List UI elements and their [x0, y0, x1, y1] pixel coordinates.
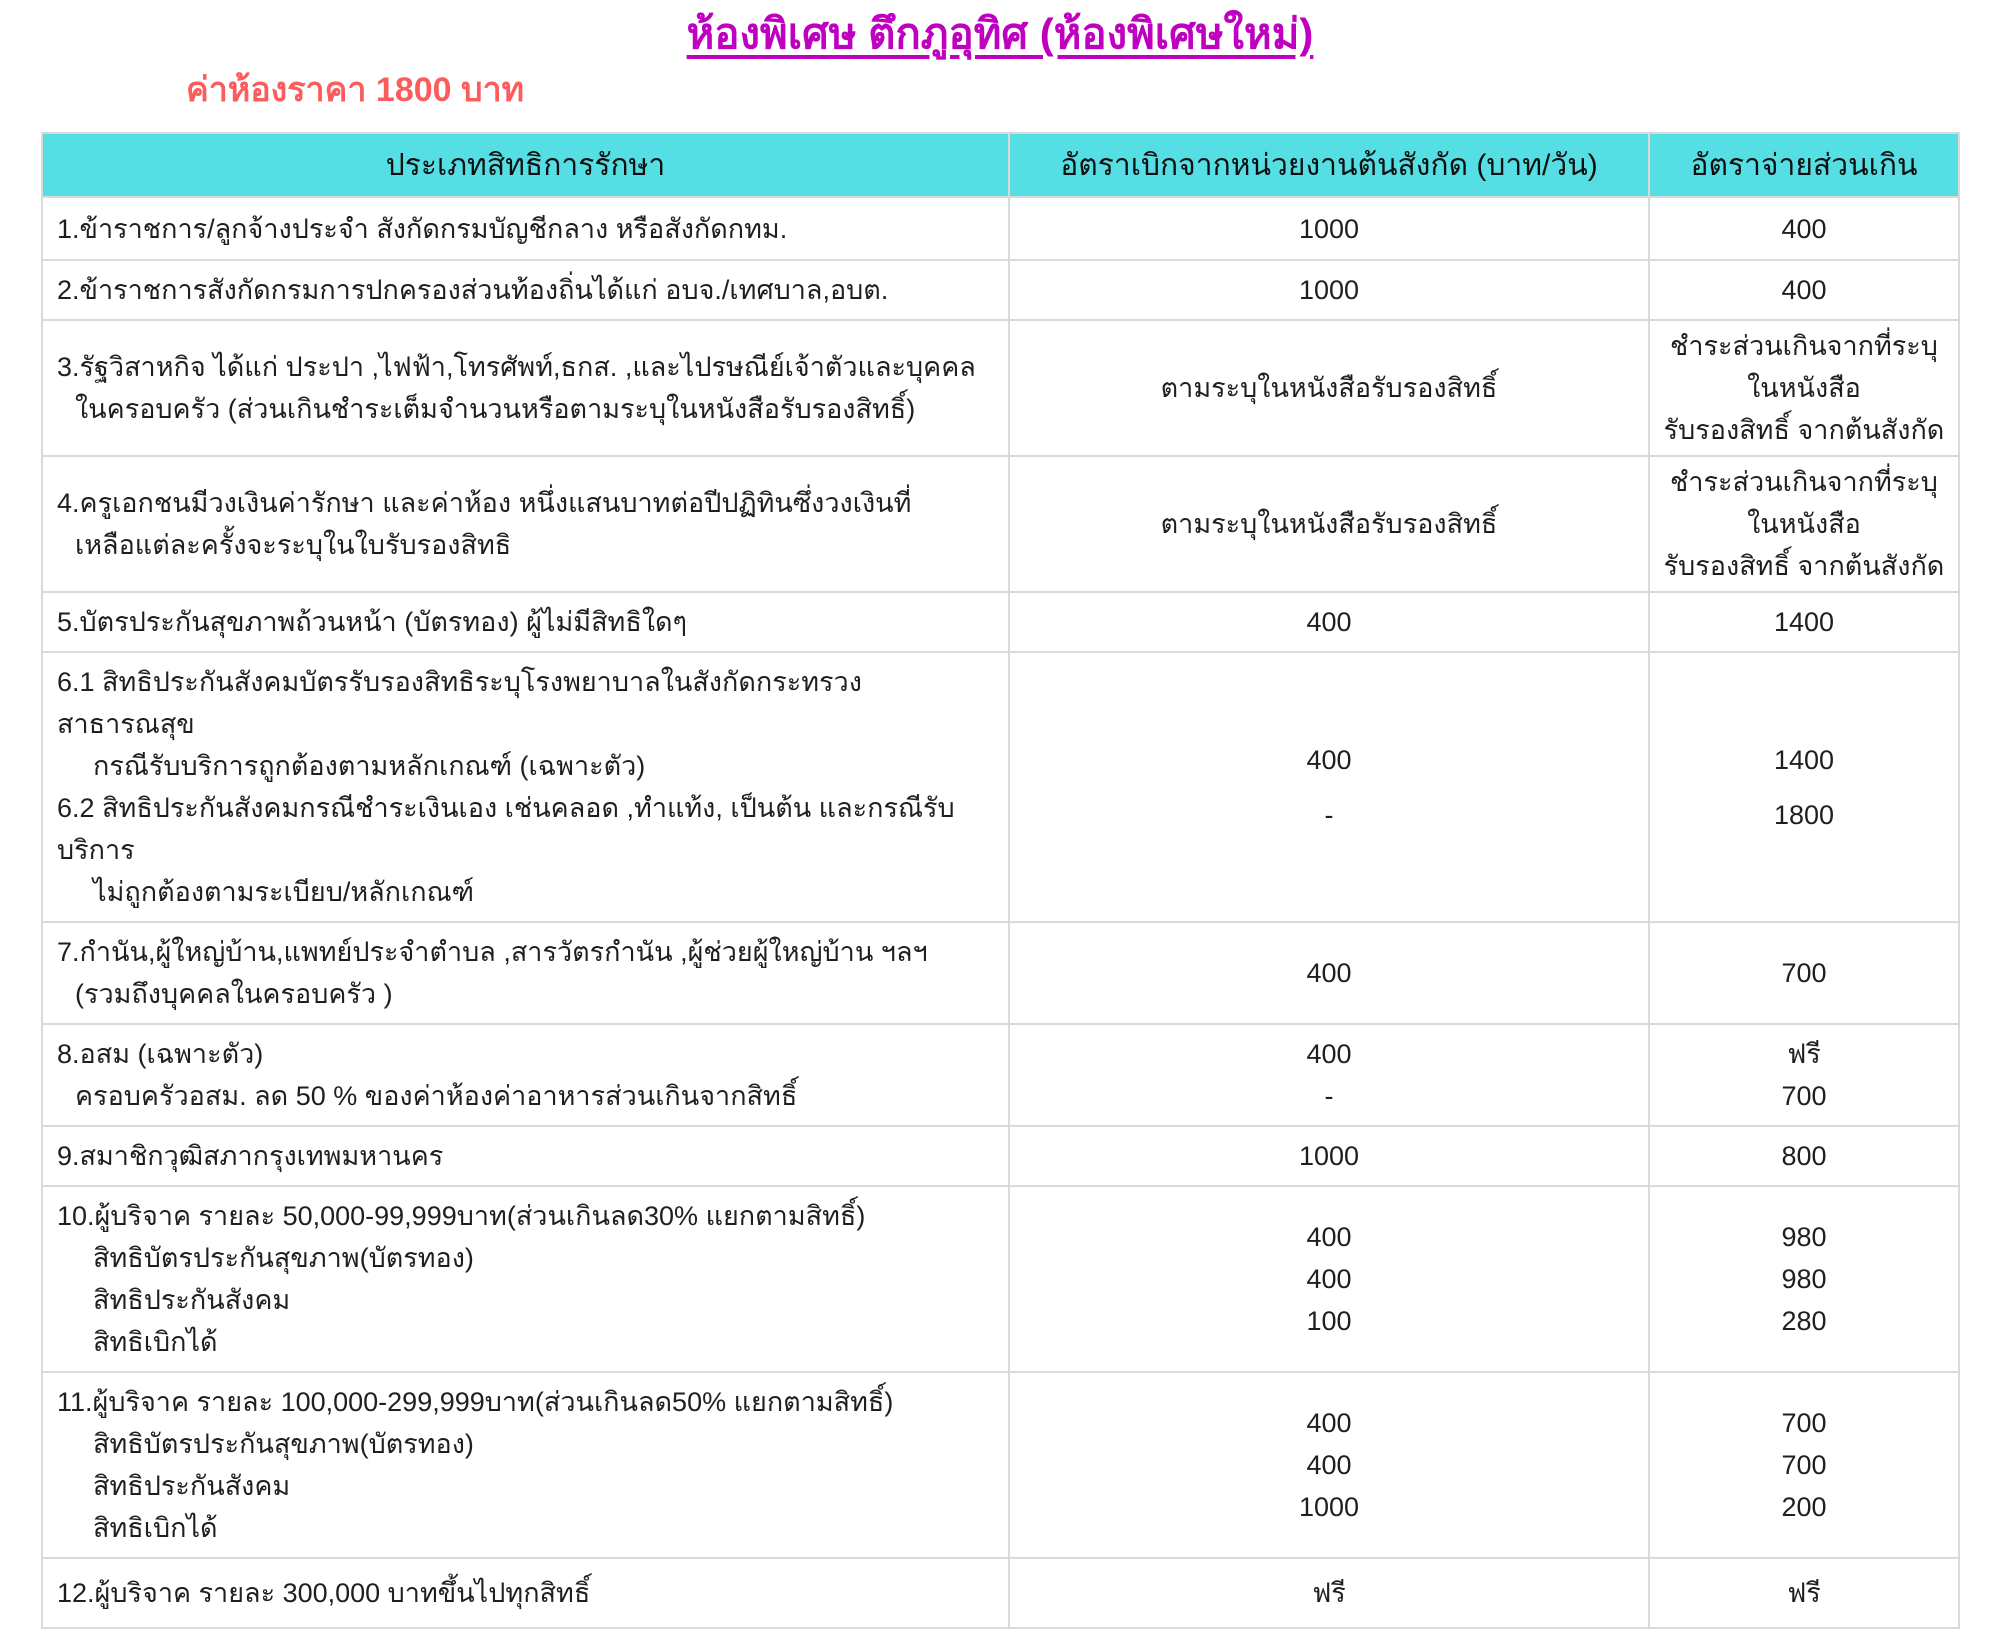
value-line: -	[1324, 799, 1334, 830]
right-type-cell	[42, 320, 1009, 456]
right-type-cell	[42, 1186, 1009, 1372]
table-row	[42, 1372, 1959, 1558]
right-type-cell	[42, 592, 1009, 652]
excess-rate-cell	[1649, 320, 1959, 456]
table-row	[42, 1126, 1959, 1186]
value-line: 1000	[1298, 213, 1360, 244]
right-type-cell	[42, 1558, 1009, 1628]
right-type-cell	[42, 197, 1009, 260]
excess-rate-cell	[1649, 1024, 1959, 1126]
right-type-cell	[42, 922, 1009, 1024]
label-line: 8.อสม (เฉพาะตัว)	[57, 1039, 264, 1069]
value-line: รับรองสิทธิ์ จากต้นสังกัด	[1663, 415, 1945, 445]
label-line: 12.ผู้บริจาค รายละ 300,000 บาทขึ้นไปทุกสิทธิ์	[57, 1578, 591, 1608]
rates-table	[41, 132, 1960, 1629]
value-line: 980	[1781, 1264, 1827, 1294]
label-line: 6.1 สิทธิประกันสังคมบัตรรับรองสิทธิระบุโรงพยาบาลในสังกัดกระทรวงสาธารณสุข	[57, 667, 862, 739]
label-line: (รวมถึงบุคคลในครอบครัว )	[75, 979, 393, 1009]
value-line: ฟรี	[1312, 1578, 1346, 1608]
value-line: ชำระส่วนเกินจากที่ระบุในหนังสือ	[1670, 331, 1938, 403]
value-line: 400	[1306, 607, 1352, 637]
right-type-cell	[42, 652, 1009, 922]
excess-rate-cell	[1649, 1372, 1959, 1558]
claim-rate-cell	[1009, 197, 1649, 260]
label-line: 3.รัฐวิสาหกิจ ได้แก่ ประปา ,ไฟฟ้า,โทรศัพท์,ธกส. ,และไปรษณีย์เจ้าตัวและบุคคล	[57, 352, 976, 382]
value-line: ฟรี	[1787, 1578, 1821, 1608]
label-line: กรณีรับบริการถูกต้องตามหลักเกณฑ์ (เฉพาะตัว)	[93, 751, 646, 781]
table-row	[42, 1186, 1959, 1372]
value-line: 400	[1306, 1450, 1352, 1480]
excess-rate-cell	[1649, 652, 1959, 922]
claim-rate-cell	[1009, 1024, 1649, 1126]
label-line: 6.2 สิทธิประกันสังคมกรณีชำระเงินเอง เช่นคลอด ,ทำแท้ง, เป็นต้น และกรณีรับบริการ	[57, 793, 955, 865]
excess-rate-cell	[1649, 922, 1959, 1024]
value-line: 400	[1306, 1039, 1352, 1069]
value-line: 700	[1781, 1450, 1827, 1480]
label-line: 4.ครูเอกชนมีวงเงินค่ารักษา และค่าห้อง หนึ่งแสนบาทต่อปีปฏิทินซึ่งวงเงินที่	[57, 488, 912, 518]
value-line: 400	[1781, 275, 1827, 305]
table-row	[42, 592, 1959, 652]
table-row	[42, 1558, 1959, 1628]
page-title: ห้องพิเศษ ตึกภูอุทิศ (ห้องพิเศษใหม่)	[686, 10, 1314, 57]
excess-rate-cell	[1649, 1186, 1959, 1372]
value-line: -	[1324, 1081, 1334, 1111]
right-type-cell	[42, 1024, 1009, 1126]
value-line: 400	[1306, 744, 1352, 775]
claim-rate-cell	[1009, 260, 1649, 320]
value-line: 280	[1781, 1306, 1827, 1336]
claim-rate-cell	[1009, 1126, 1649, 1186]
label-line: 10.ผู้บริจาค รายละ 50,000-99,999บาท(ส่วนเกินลด30% แยกตามสิทธิ์)	[57, 1201, 866, 1231]
label-line: สิทธิบัตรประกันสุขภาพ(บัตรทอง)	[93, 1243, 474, 1273]
claim-rate-cell	[1009, 1558, 1649, 1628]
value-line: 700	[1781, 1408, 1827, 1438]
excess-rate-cell	[1649, 1126, 1959, 1186]
value-line: 200	[1781, 1492, 1827, 1522]
value-line: 1800	[1773, 799, 1835, 830]
label-line: 5.บัตรประกันสุขภาพถ้วนหน้า (บัตรทอง) ผู้ไม่มีสิทธิใดๆ	[57, 607, 688, 637]
label-line: เหลือแต่ละครั้งจะระบุในใบรับรองสิทธิ	[75, 530, 512, 560]
claim-rate-cell	[1009, 922, 1649, 1024]
label-line: สิทธิบัตรประกันสุขภาพ(บัตรทอง)	[93, 1429, 474, 1459]
value-line: 1400	[1773, 744, 1835, 775]
label-line: ในครอบครัว (ส่วนเกินชำระเต็มจำนวนหรือตามระบุในหนังสือรับรองสิทธิ์)	[75, 394, 916, 424]
col-header-excess-rate: อัตราจ่ายส่วนเกิน	[1649, 133, 1959, 197]
excess-rate-cell	[1649, 197, 1959, 260]
label-line: สิทธิเบิกได้	[93, 1513, 218, 1543]
label-line: 7.กำนัน,ผู้ใหญ่บ้าน,แพทย์ประจำตำบล ,สารวัตรกำนัน ,ผู้ช่วยผู้ใหญ่บ้าน ฯลฯ	[57, 937, 928, 967]
value-line: 1000	[1298, 1492, 1360, 1522]
label-line: 9.สมาชิกวุฒิสภากรุงเทพมหานคร	[57, 1141, 444, 1171]
label-line: 11.ผู้บริจาค รายละ 100,000-299,999บาท(ส่วนเกินลด50% แยกตามสิทธิ์)	[57, 1387, 894, 1417]
right-type-cell	[42, 456, 1009, 592]
value-line: ฟรี	[1787, 1039, 1821, 1069]
value-line: 1000	[1298, 275, 1360, 305]
table-body	[42, 197, 1959, 1628]
value-line: 700	[1781, 958, 1827, 988]
col-header-claim-rate: อัตราเบิกจากหน่วยงานต้นสังกัด (บาท/วัน)	[1009, 133, 1649, 197]
label-line: ครอบครัวอสม. ลด 50 % ของค่าห้องค่าอาหารส่วนเกินจากสิทธิ์	[75, 1081, 798, 1111]
claim-rate-cell	[1009, 1186, 1649, 1372]
value-line: 400	[1306, 1222, 1352, 1252]
label-line: สิทธิเบิกได้	[93, 1327, 218, 1357]
value-line: 100	[1306, 1306, 1352, 1336]
claim-rate-cell	[1009, 320, 1649, 456]
value-line: ตามระบุในหนังสือรับรองสิทธิ์	[1160, 509, 1498, 539]
value-line: 400	[1306, 958, 1352, 988]
table-row	[42, 197, 1959, 260]
table-row	[42, 1024, 1959, 1126]
value-line: 1000	[1298, 1141, 1360, 1171]
value-line: 980	[1781, 1222, 1827, 1252]
label-line: สิทธิประกันสังคม	[93, 1471, 291, 1501]
table-row	[42, 922, 1959, 1024]
excess-rate-cell	[1649, 1558, 1959, 1628]
col-header-right-type: ประเภทสิทธิการรักษา	[42, 133, 1009, 197]
table-row	[42, 320, 1959, 456]
claim-rate-cell	[1009, 456, 1649, 592]
claim-rate-cell	[1009, 592, 1649, 652]
value-line: ชำระส่วนเกินจากที่ระบุในหนังสือ	[1670, 467, 1938, 539]
excess-rate-cell	[1649, 456, 1959, 592]
table-row	[42, 456, 1959, 592]
right-type-cell	[42, 1126, 1009, 1186]
excess-rate-cell	[1649, 260, 1959, 320]
label-line: สิทธิประกันสังคม	[93, 1285, 291, 1315]
label-line: 2.ข้าราชการสังกัดกรมการปกครองส่วนท้องถิ่นได้แก่ อบจ./เทศบาล,อบต.	[57, 275, 889, 305]
value-line: ตามระบุในหนังสือรับรองสิทธิ์	[1160, 373, 1498, 403]
right-type-cell	[42, 260, 1009, 320]
value-line: 700	[1781, 1081, 1827, 1111]
header-row	[42, 133, 1959, 197]
value-line: 400	[1306, 1408, 1352, 1438]
table-row	[42, 652, 1959, 922]
value-line: 1400	[1773, 607, 1835, 637]
label-line: 1.ข้าราชการ/ลูกจ้างประจำ สังกัดกรมบัญชีกลาง หรือสังกัดกทม.	[57, 213, 788, 244]
table-row	[42, 260, 1959, 320]
claim-rate-cell	[1009, 652, 1649, 922]
value-line: 800	[1781, 1141, 1827, 1171]
value-line: รับรองสิทธิ์ จากต้นสังกัด	[1663, 551, 1945, 581]
value-line: 400	[1306, 1264, 1352, 1294]
value-line: 400	[1781, 213, 1827, 244]
table-header	[42, 133, 1959, 197]
right-type-cell	[42, 1372, 1009, 1558]
label-line: ไม่ถูกต้องตามระเบียบ/หลักเกณฑ์	[93, 877, 475, 907]
excess-rate-cell	[1649, 592, 1959, 652]
page-subtitle: ค่าห้องราคา 1800 บาท	[186, 71, 525, 109]
claim-rate-cell	[1009, 1372, 1649, 1558]
